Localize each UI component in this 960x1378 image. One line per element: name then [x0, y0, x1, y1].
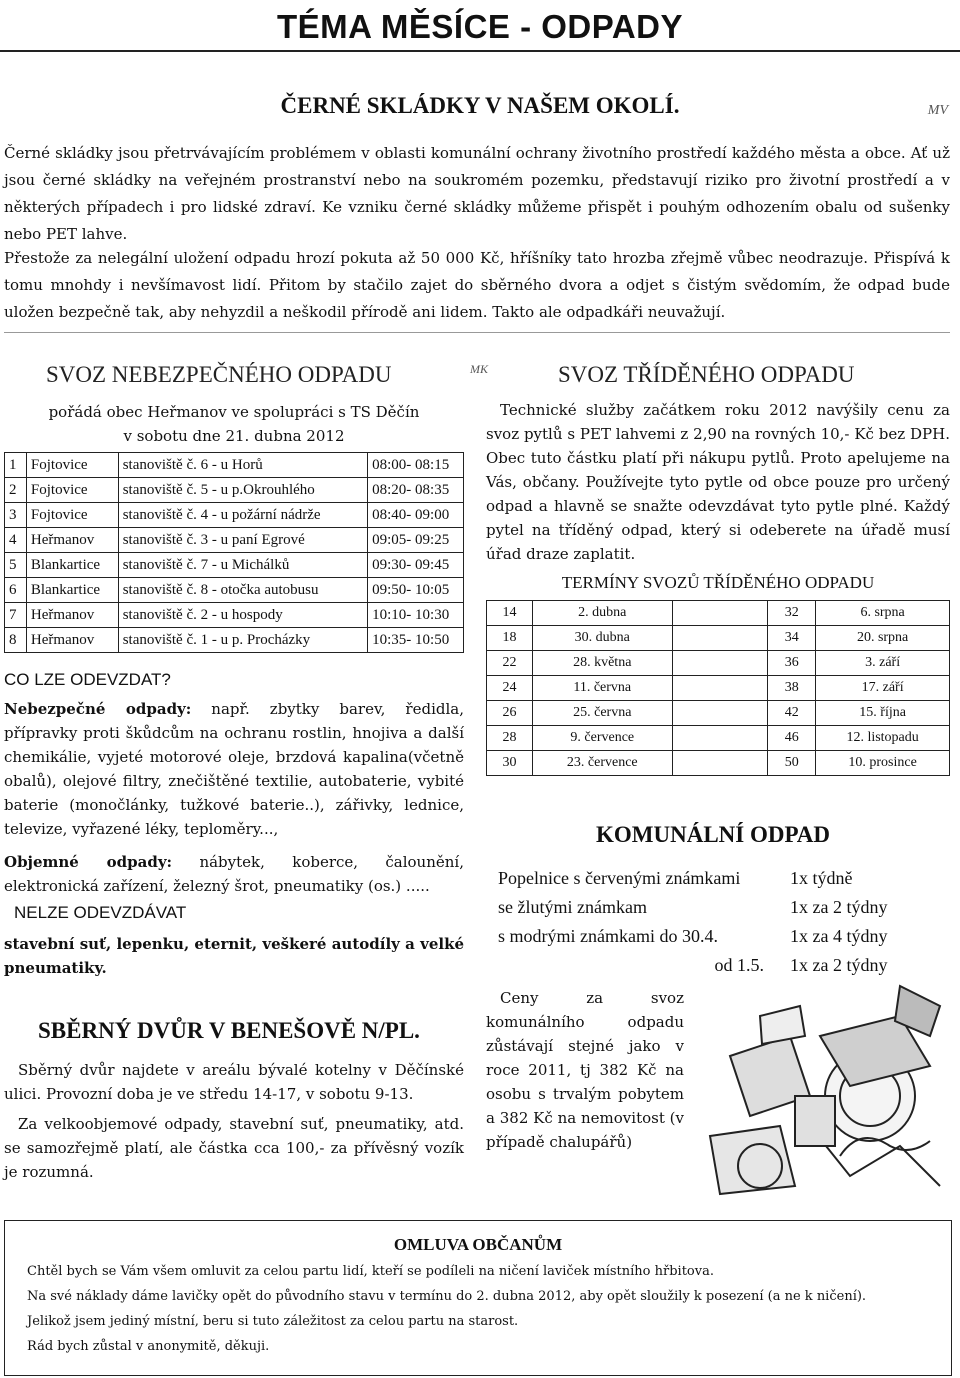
- table-cell: 09:30- 09:45: [368, 553, 464, 578]
- table-cell: 34: [768, 626, 816, 651]
- table-cell-spacer: [672, 701, 768, 726]
- author-initials: MV: [927, 103, 948, 118]
- table-row: [487, 676, 950, 701]
- trash-pile-illustration: [700, 976, 955, 1198]
- table-cell: Fojtovice: [26, 478, 118, 503]
- sorted-schedule-table: [486, 600, 950, 776]
- table-cell: 5: [5, 553, 27, 578]
- table-cell: 32: [768, 601, 816, 626]
- table-cell: 42: [768, 701, 816, 726]
- hazard-heading: SVOZ NEBEZPEČNÉHO ODPADU: [46, 362, 392, 387]
- table-row: [487, 751, 950, 776]
- table-cell: 10:10- 10:30: [368, 603, 464, 628]
- table-row: [487, 726, 950, 751]
- table-cell-spacer: [672, 726, 768, 751]
- table-row: [5, 578, 464, 603]
- table-cell: stanoviště č. 8 - otočka autobusu: [118, 578, 367, 603]
- table-cell: 25. června: [532, 701, 672, 726]
- table-cell: 08:00- 08:15: [368, 453, 464, 478]
- table-cell: Blankartice: [26, 553, 118, 578]
- table-cell: 26: [487, 701, 533, 726]
- table-cell: Fojtovice: [26, 503, 118, 528]
- hazard-items-label: Nebezpečné odpady:: [4, 700, 192, 718]
- table-cell: stanoviště č. 6 - u Horů: [118, 453, 367, 478]
- table-cell: 2. dubna: [532, 601, 672, 626]
- table-cell: Heřmanov: [26, 528, 118, 553]
- table-cell: stanoviště č. 5 - u p.Okrouhlého: [118, 478, 367, 503]
- apology-heading: OMLUVA OBČANŮM: [393, 1235, 563, 1254]
- communal-prices: Ceny za svoz komunálního odpadu zůstávají stejné jako v roce 2011, tj 382 Kč na osobu s trvalým pobytem a 382 Kč na nemovitost (v případě chalupářů): [486, 989, 684, 1151]
- table-row: [498, 922, 950, 951]
- table-cell: 23. července: [532, 751, 672, 776]
- table-cell: 36: [768, 651, 816, 676]
- table-cell: 11. června: [532, 676, 672, 701]
- apology-box: [4, 1220, 952, 1376]
- table-cell: 1: [5, 453, 27, 478]
- table-cell: 17. září: [816, 676, 950, 701]
- table-cell: stanoviště č. 7 - u Michálků: [118, 553, 367, 578]
- title-rule: [0, 50, 960, 52]
- table-cell: 22: [487, 651, 533, 676]
- cannot-submit-heading: NELZE ODEVZDÁVAT: [14, 903, 187, 922]
- table-cell: 20. srpna: [816, 626, 950, 651]
- table-cell-spacer: [672, 676, 768, 701]
- table-cell: 1x za 2 týdny: [790, 955, 888, 975]
- communal-table: [498, 864, 950, 980]
- table-cell: 10. prosince: [816, 751, 950, 776]
- sorted-table-title: TERMÍNY SVOZŮ TŘÍDĚNÉHO ODPADU: [561, 573, 875, 592]
- apology-line: Chtěl bych se Vám všem omluvit za celou partu lidí, kteří se podíleli na ničení laviček místního hřbitova.: [27, 1264, 714, 1279]
- table-cell: 30. dubna: [532, 626, 672, 651]
- table-row: [487, 651, 950, 676]
- table-cell: 15. října: [816, 701, 950, 726]
- apology-line: Jelikož jsem jediný místní, beru si tuto záležitost za celou partu na starost.: [27, 1314, 519, 1329]
- table-cell: 09:50- 10:05: [368, 578, 464, 603]
- table-cell: 4: [5, 528, 27, 553]
- hazard-items-paragraph: [4, 697, 464, 841]
- table-cell: 08:20- 08:35: [368, 478, 464, 503]
- table-cell: 14: [487, 601, 533, 626]
- table-cell: s modrými známkami do 30.4.: [498, 926, 718, 946]
- table-row: [487, 626, 950, 651]
- table-cell: 50: [768, 751, 816, 776]
- yard-heading: SBĚRNÝ DVŮR V BENEŠOVĚ N/PL.: [38, 1018, 420, 1043]
- table-cell: 24: [487, 676, 533, 701]
- apology-line: Rád bych zůstal v anonymitě, děkuji.: [27, 1339, 270, 1354]
- table-row: [5, 603, 464, 628]
- table-cell: stanoviště č. 3 - u paní Egrové: [118, 528, 367, 553]
- table-row: [5, 553, 464, 578]
- table-cell: se žlutými známkam: [498, 897, 647, 917]
- table-row: [5, 453, 464, 478]
- sorted-paragraph: Technické služby začátkem roku 2012 navýšily cenu za svoz pytlů s PET lahvemi z 2,90 na rovných 10,- Kč bez DPH. Obec tuto částku platí při nákupu pytlů. Proto apelujeme na Vás, občany. Používejte tyto pytle od obce pouze pro určený odpad a hlavně se snažte odevzdávat tyto pytle plné. Každý pytel na tříděný odpad, který si odeberete na úřadě musí úřad draze zaplatit.: [486, 401, 950, 563]
- table-cell-spacer: [672, 601, 768, 626]
- table-cell: 2: [5, 478, 27, 503]
- bulky-items-label: Objemné odpady:: [4, 853, 173, 871]
- bulky-items-paragraph: [4, 850, 464, 898]
- table-cell: 46: [768, 726, 816, 751]
- bulky-items-text: nábytek, koberce, čalounění, elektronická zařízení, železný šrot, pneumatiky (os.) .....: [4, 853, 464, 895]
- yard-paragraph: Sběrný dvůr najdete v areálu bývalé kotelny v Děčínské ulici. Provozní doba je ve středu 14-17, v sobotu 9-13.: [4, 1061, 464, 1103]
- article-paragraph: Přestože za nelegální uložení odpadu hrozí pokuta až 50 000 Kč, hříšníky tato hrozba zřejmě vůbec neodrazuje. Přispívá k tomu mnohdy i nevšímavost lidí. Přitom by stačilo zajet do sběrného dvora a odjet s čistým svědomím, že odpad bude uložen bezpečně tak, aby nehyzdil a neškodil přírodě ani lidem. Takto ale odpadkáři neuvažují.: [4, 249, 950, 321]
- table-cell: 1x týdně: [790, 868, 853, 888]
- hazard-organizer: pořádá obec Heřmanov ve spolupráci s TS Děčín: [48, 403, 420, 421]
- page-title: TÉMA MĚSÍCE - ODPADY: [276, 8, 684, 45]
- sorted-heading: SVOZ TŘÍDĚNÉHO ODPADU: [558, 362, 855, 387]
- table-cell: Blankartice: [26, 578, 118, 603]
- hazard-schedule-table: [4, 452, 464, 653]
- divider: [4, 332, 950, 333]
- table-row: [5, 628, 464, 653]
- yard-paragraph: Za velkoobjemové odpady, stavební suť, pneumatiky, atd. se samozřejmě platí, ale částka cca 100,- za přívěsný vozík je rozumná.: [4, 1115, 464, 1181]
- table-cell-spacer: [672, 751, 768, 776]
- table-row: [487, 601, 950, 626]
- can-submit-heading: CO LZE ODEVZDAT?: [4, 670, 171, 689]
- section-heading-illegal-dumps: ČERNÉ SKLÁDKY V NAŠEM OKOLÍ.: [280, 93, 680, 118]
- table-cell: 9. července: [532, 726, 672, 751]
- table-row: [5, 478, 464, 503]
- table-cell: 8: [5, 628, 27, 653]
- author-initials: MK: [470, 362, 488, 376]
- table-cell: stanoviště č. 1 - u p. Procházky: [118, 628, 367, 653]
- table-cell: 10:35- 10:50: [368, 628, 464, 653]
- table-cell: 12. listopadu: [816, 726, 950, 751]
- table-cell: Popelnice s červenými známkami: [498, 868, 741, 888]
- apology-line: Na své náklady dáme lavičky opět do původního stavu v termínu do 2. dubna 2012, aby opět sloužily k posezení (a ne k ničení).: [27, 1289, 867, 1304]
- table-cell: 1x za 2 týdny: [790, 897, 888, 917]
- table-cell: 3. září: [816, 651, 950, 676]
- table-cell: od 1.5.: [714, 955, 764, 975]
- table-cell: 18: [487, 626, 533, 651]
- table-cell: 6: [5, 578, 27, 603]
- table-cell-spacer: [672, 626, 768, 651]
- communal-heading: KOMUNÁLNÍ ODPAD: [596, 822, 831, 847]
- table-cell: Fojtovice: [26, 453, 118, 478]
- table-cell: stanoviště č. 2 - u hospody: [118, 603, 367, 628]
- table-cell: 3: [5, 503, 27, 528]
- table-row: [498, 864, 950, 893]
- table-cell: 30: [487, 751, 533, 776]
- table-cell: 1x za 4 týdny: [790, 926, 888, 946]
- hazard-items-text: např. zbytky barev, ředidla, přípravky proti škůdcům na ochranu rostlin, hnojiva a další chemikálie, vyjeté motorové oleje, brzdová kapalina(včetně obalů), olejové filtry, znečištěné textilie, autobaterie, vybité baterie (monočlánky, tužkové baterie..), zářivky, lednice, televize, vyřazené léky, teploměry...,: [4, 700, 464, 838]
- table-cell: 7: [5, 603, 27, 628]
- table-row: [5, 528, 464, 553]
- table-row: [487, 701, 950, 726]
- article-paragraph: Černé skládky jsou přetrvávajícím problémem v oblasti komunální ochrany životního prostředí každého města a obce. Ať už jsou černé skládky na veřejném prostranství nebo na soukromém pozemku, představují riziko pro životní prostředí a v některých případech i pro lidské zdraví. Ke vzniku černé skládky můžeme přispět i pouhým odhozením obalu od sušenky nebo PET lahve.: [4, 144, 950, 243]
- table-cell: 28. května: [532, 651, 672, 676]
- table-row: [498, 893, 950, 922]
- table-cell: Heřmanov: [26, 603, 118, 628]
- table-cell: 6. srpna: [816, 601, 950, 626]
- table-cell: 28: [487, 726, 533, 751]
- cannot-submit-text: stavební suť, lepenku, eternit, veškeré autodíly a velké pneumatiky.: [4, 935, 464, 977]
- table-cell-spacer: [672, 651, 768, 676]
- hazard-date: v sobotu dne 21. dubna 2012: [123, 427, 345, 445]
- table-cell: 08:40- 09:00: [368, 503, 464, 528]
- table-cell: 09:05- 09:25: [368, 528, 464, 553]
- table-row: [5, 503, 464, 528]
- table-cell: stanoviště č. 4 - u požární nádrže: [118, 503, 367, 528]
- table-cell: 38: [768, 676, 816, 701]
- table-cell: Heřmanov: [26, 628, 118, 653]
